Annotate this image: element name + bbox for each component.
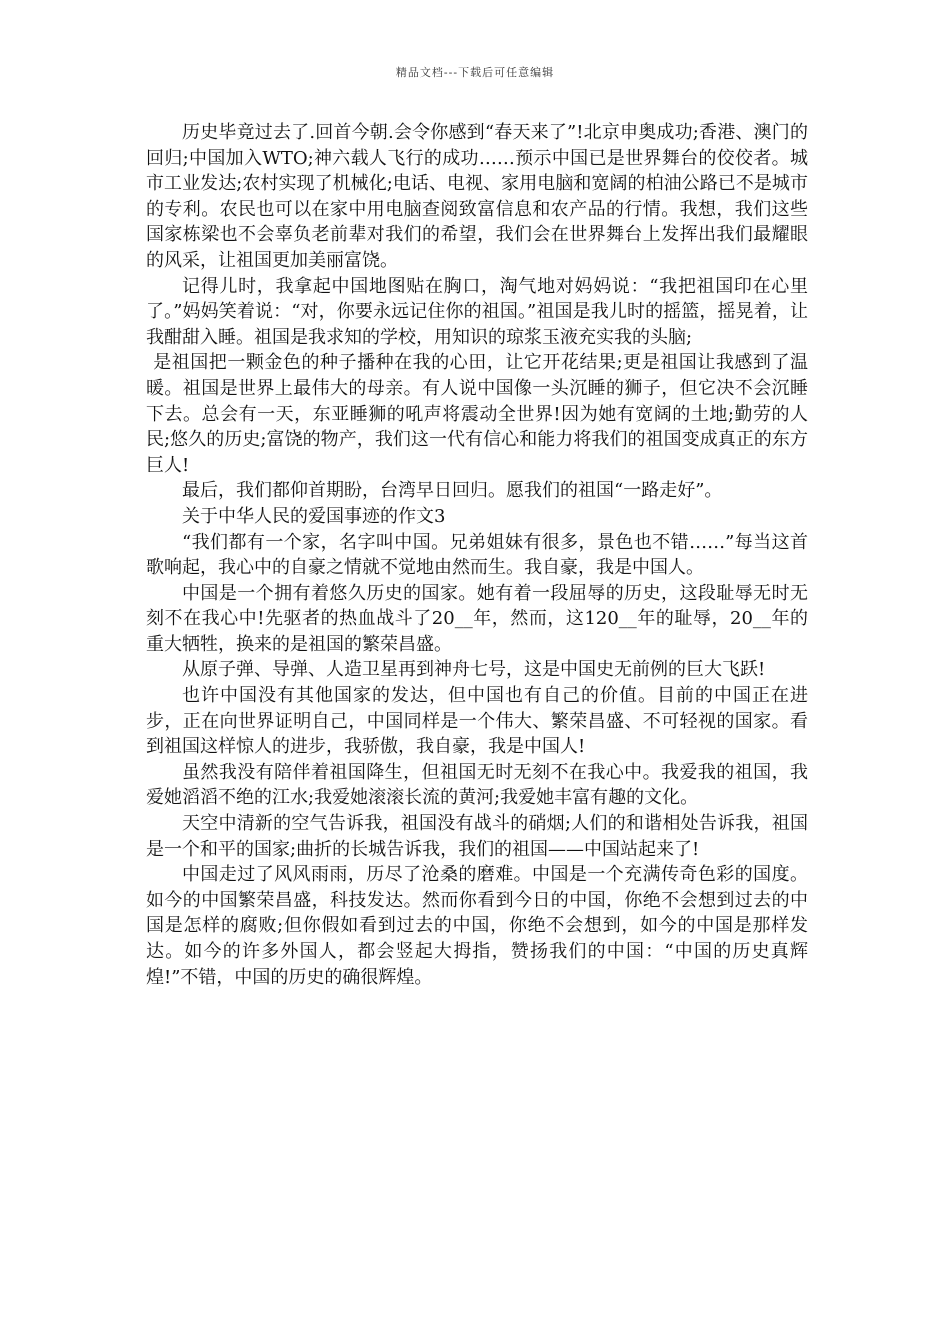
paragraph: 是祖国把一颗金色的种子播种在我的心田，让它开花结果;更是祖国让我感到了温暖。祖国是世界上最伟大的母亲。有人说中国像一头沉睡的狮子，但它决不会沉睡下去。总会有一天，东亚睡狮的吼声将震动全世界!因为她有宽阔的土地;勤劳的人民;悠久的历史;富饶的物产，我们这一代有信心和能力将我们的祖国变成真正的东方巨人! [146,352,808,476]
paragraph: 天空中清新的空气告诉我，祖国没有战斗的硝烟;人们的和谐相处告诉我，祖国是一个和平的国家;曲折的长城告诉我，我们的祖国——中国站起来了! [146,813,808,860]
paragraph: “我们都有一个家，名字叫中国。兄弟姐妹有很多，景色也不错……”每当这首歌响起，我心中的自豪之情就不觉地由然而生。我自豪，我是中国人。 [146,531,808,579]
paragraph: 历史毕竟过去了.回首今朝.会令你感到“春天来了”!北京申奥成功;香港、澳门的回归;中国加入WTO;神六载人飞行的成功……预示中国已是世界舞台的佼佼者。城市工业发达;农村实现了机械化;电话、电视、家用电脑和宽阔的柏油公路已不是城市的专利。农民也可以在家中用电脑查阅致富信息和农产品的行情。我想，我们这些国家栋梁也不会辜负老前辈对我们的希望，我们会在世界舞台上发挥出我们最耀眼的风采，让祖国更加美丽富饶。 [146,122,808,271]
page-header: 精品文档---下载后可任意编辑 [395,66,555,79]
paragraph: 中国走过了风风雨雨，历尽了沧桑的磨难。中国是一个充满传奇色彩的国度。如今的中国繁荣昌盛，科技发达。然而你看到今日的中国，你绝不会想到过去的中国是怎样的腐败;但你假如看到过去的中国，你绝不会想到，如今的中国是那样发达。如今的许多外国人，都会竖起大拇指，赞扬我们的中国：“中国的历史真辉煌!”不错，中国的历史的确很辉煌。 [146,864,808,988]
paragraph: 最后，我们都仰首期盼，台湾早日回归。愿我们的祖国“一路走好”。 [182,480,723,502]
paragraph: 从原子弹、导弹、人造卫星再到神舟七号，这是中国史无前例的巨大飞跃! [182,659,766,681]
paragraph: 记得儿时，我拿起中国地图贴在胸口，淘气地对妈妈说：“我把祖国印在心里了。”妈妈笑着说：“对，你要永远记住你的祖国。”祖国是我儿时的摇篮，摇晃着，让我酣甜入睡。祖国是我求知的学校，用知识的琼浆玉液充实我的头脑; [146,275,808,348]
paragraph: 虽然我没有陪伴着祖国降生，但祖国无时无刻不在我心中。我爱我的祖国，我爱她滔滔不绝的江水;我爱她滚滚长流的黄河;我爱她丰富有趣的文化。 [146,761,808,809]
section-heading: 关于中华人民的爱国事迹的作文3 [182,505,446,527]
document-body [146,120,808,990]
paragraph: 也许中国没有其他国家的发达，但中国也有自己的价值。目前的中国正在进步，正在向世界证明自己，中国同样是一个伟大、繁荣昌盛、不可轻视的国家。看到祖国这样惊人的进步，我骄傲，我自豪，我是中国人! [146,685,808,758]
paragraph: 中国是一个拥有着悠久历史的国家。她有着一段屈辱的历史，这段耻辱无时无刻不在我心中!先驱者的热血战斗了20__年，然而，这120__年的耻辱，20__年的重大牺牲，换来的是祖国的繁荣昌盛。 [146,582,808,655]
